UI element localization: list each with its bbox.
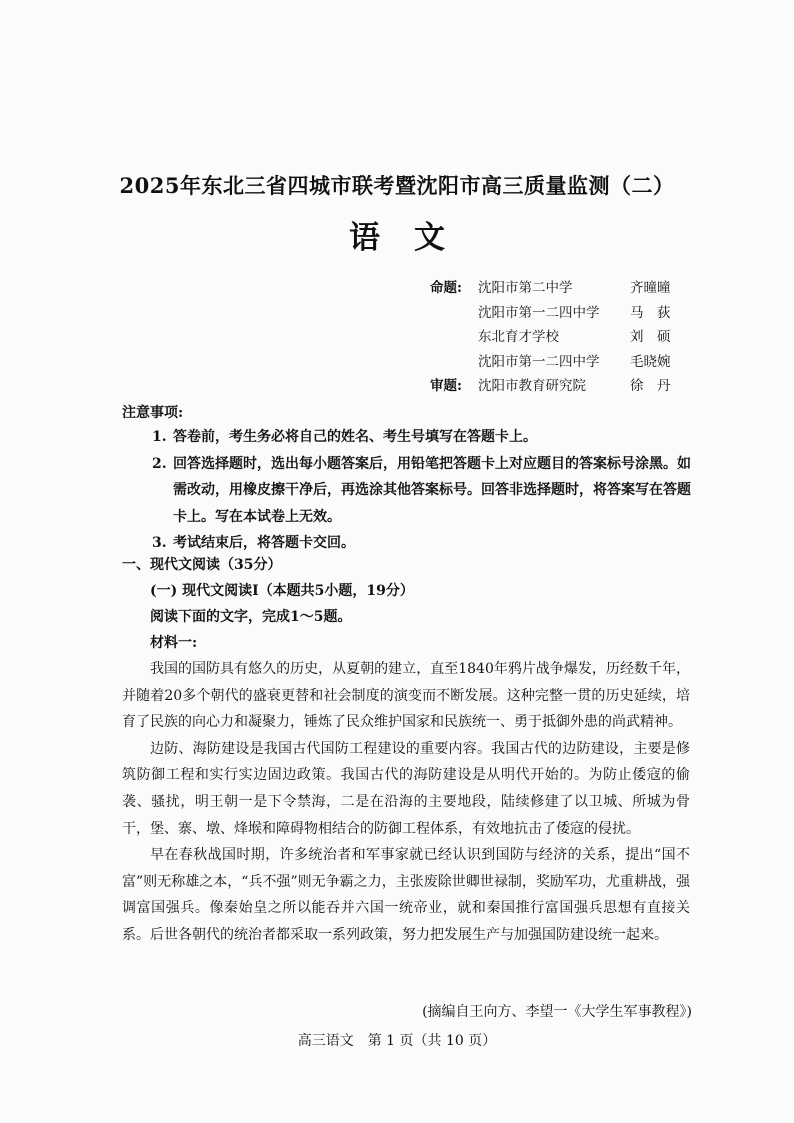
paragraph: 边防、海防建设是我国古代国防工程建设的重要内容。我国古代的边防建设，主要是修筑防御工程和实行实边固边政策。我国古代的海防建设是从明代开始的。为防止倭寇的偷袭、骚扰，明王朝一是下令禁海，二是在沿海的主要地段，陆续修建了以卫城、所城为骨干，堡、寨、墩、烽堠和障碍物相结合的防御工程体系，有效地抗击了倭寇的侵扰。 [122, 740, 690, 837]
material-label: 材料一: [150, 635, 198, 651]
credit-role: 审题: [430, 378, 462, 395]
credit-name: 徐 丹 [630, 378, 671, 395]
subject-title: 语文 [349, 220, 479, 256]
paragraph: 早在春秋战国时期，许多统治者和军事家就已经认识到国防与经济的关系，提出“国不富”则无称雄之本，“兵不强”则无争霸之力，主张废除世卿世禄制，奖励军功，尤重耕战，强调富国强兵。像秦始皇之所以能吞并六国一统帝业，就和秦国推行富国强兵思想有直接关系。后世各朝代的统治者都采取一系列政策，努力把发展生产与加强国防建设统一起来。 [122, 847, 690, 943]
notice-heading: 注意事项: [122, 405, 184, 421]
credit-row [430, 299, 690, 324]
credit-row [430, 348, 690, 373]
notice-text: 回答选择题时，选出每小题答案后，用铅笔把答题卡上对应题目的答案标号涂黑。如需改动，用橡皮擦干净后，再选涂其他答案标号。回答非选择题时，将答案写在答题卡上。写在本试卷上无效。 [173, 455, 691, 525]
notice-number: 2. [152, 455, 167, 472]
paragraph: 我国的国防具有悠久的历史，从夏朝的建立，直至1840年鸦片战争爆发，历经数千年，并随着20多个朝代的盛衰更替和社会制度的演变而不断发展。这种完整一贯的历史延续，培育了民族的向心力和凝聚力，锤炼了民众维护国家和民族统一、勇于抵御外患的尚武精神。 [122, 661, 690, 731]
credit-name: 毛晓婉 [630, 353, 671, 370]
credit-org: 东北育才学校 [478, 329, 559, 346]
subsection-heading: (一) 现代文阅读Ⅰ（本题共5小题，19分） [150, 583, 414, 599]
credits-block [430, 274, 690, 397]
notice-number: 3. [152, 535, 167, 551]
credit-org: 沈阳市第二中学 [478, 280, 573, 297]
notice-item [152, 424, 692, 451]
credit-role: 命题: [430, 280, 462, 297]
credit-org: 沈阳市教育研究院 [478, 378, 586, 395]
credit-row [430, 323, 690, 348]
notice-text: 考试结束后，将答题卡交回。 [173, 535, 355, 551]
credit-name: 马 荻 [630, 304, 671, 321]
notice-number: 1. [152, 429, 167, 445]
credit-org: 沈阳市第一二四中学 [478, 353, 600, 370]
material-body [122, 656, 690, 949]
notice-item [152, 530, 692, 557]
notice-item [152, 451, 692, 531]
credit-org: 沈阳市第一二四中学 [478, 304, 600, 321]
exam-title: 2025年东北三省四城市联考暨沈阳市高三质量监测（二） [119, 173, 675, 198]
credit-name: 齐曈曈 [630, 280, 671, 297]
page-footer: 高三语文 第 1 页（共 10 页） [297, 1033, 497, 1049]
section-heading: 一、现代文阅读（35分） [122, 557, 282, 573]
notice-list [152, 424, 692, 557]
reading-instruction: 阅读下面的文字，完成1～5题。 [150, 609, 352, 625]
notice-text: 答卷前，考生务必将自己的姓名、考生号填写在答题卡上。 [173, 429, 537, 445]
source-citation: (摘编自王向方、李望一《大学生军事教程》) [422, 1004, 692, 1020]
credit-name: 刘 硕 [630, 329, 671, 346]
credit-row [430, 372, 690, 397]
credit-row [430, 274, 690, 299]
